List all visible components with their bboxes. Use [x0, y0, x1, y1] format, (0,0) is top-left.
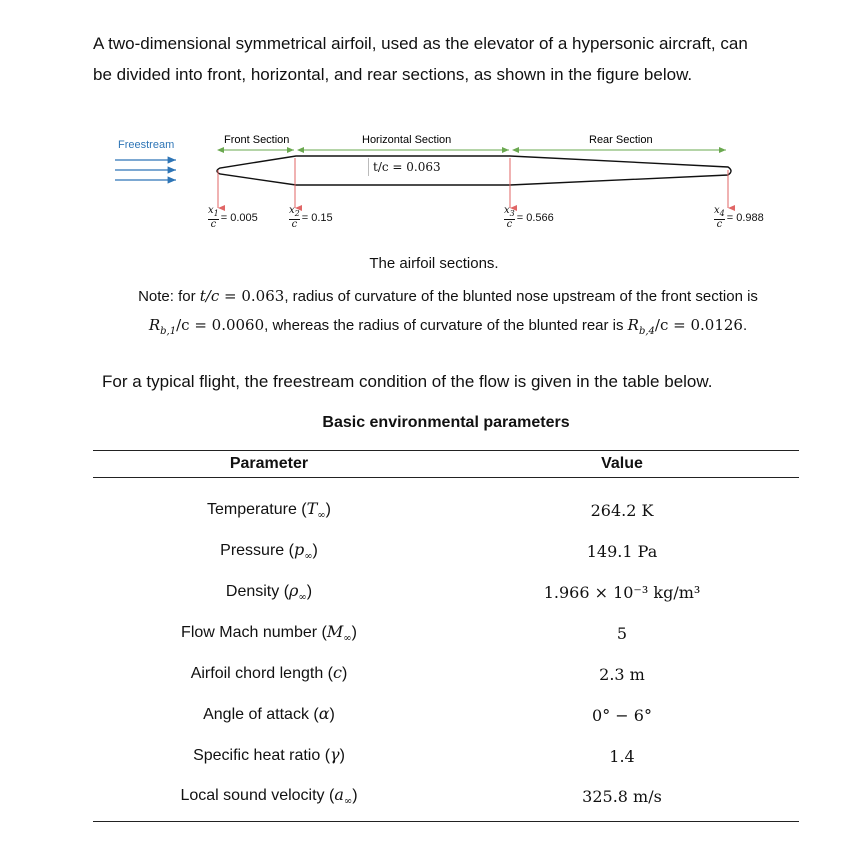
table-row: Flow Mach number $(M_\infty)$ 5 — [181, 622, 628, 645]
table-row: Angle of attack (α) 0° − 6° — [203, 704, 652, 725]
figure-caption: The airfoil sections. — [369, 255, 499, 272]
station-x1: $\frac{x_1}{c}$ = 0.005 — [208, 205, 258, 230]
note-paragraph: Note: for t/c = 0.063, radius of curvature of the blunted nose upstream of the front section is $R_{b,1}/c = 0.0060$, whereas the radius of curvature of the blunted rear is $R_{b,4}/c = 0.0126$. — [138, 287, 758, 337]
station-x4: $\frac{x_4}{c}$ = 0.988 — [714, 205, 764, 230]
intro-paragraph — [93, 28, 813, 90]
environment-table — [93, 450, 799, 822]
station-x2: $\frac{x_2}{c}$ = 0.15 — [289, 205, 333, 230]
freestream-arrows — [115, 160, 176, 180]
station-x3: $\frac{x_3}{c}$ = 0.566 — [504, 205, 554, 230]
header-parameter: Parameter — [93, 451, 445, 478]
table-row: Airfoil chord length (c) 2.3 m — [190, 663, 645, 684]
table-row: Pressure $(p_\infty)$ 149.1 Pa — [220, 540, 658, 563]
rear-section-label: Rear Section — [589, 134, 653, 146]
front-section-label: Front Section — [224, 134, 290, 146]
airfoil-shape — [217, 156, 731, 185]
table-row: Temperature $(T_\infty)$ 264.2 K — [207, 499, 654, 522]
flight-paragraph: For a typical flight, the freestream condition of the flow is given in the table below. — [102, 372, 713, 391]
horizontal-section-label: Horizontal Section — [362, 134, 452, 146]
table-row: Density $(\rho_\infty)$ 1.966 × 10⁻³ kg/m³ — [225, 581, 701, 604]
airfoil-figure — [0, 128, 868, 248]
intro-line-2: be divided into front, horizontal, and rear sections, as shown in the figure below. — [93, 65, 693, 84]
table-row: Specific heat ratio (γ) 1.4 — [193, 745, 635, 766]
table-title: Basic environmental parameters — [322, 414, 570, 431]
header-value: Value — [445, 451, 799, 478]
intro-line-1: A two-dimensional symmetrical airfoil, used as the elevator of a hypersonic aircraft, can — [93, 34, 748, 53]
thickness-ratio-label: t/c = 0.063 — [368, 158, 445, 176]
table-header-row — [93, 451, 799, 478]
freestream-label: Freestream — [118, 139, 175, 151]
table-row: Local sound velocity $(a_\infty)$ 325.8 m/s — [93, 777, 799, 822]
